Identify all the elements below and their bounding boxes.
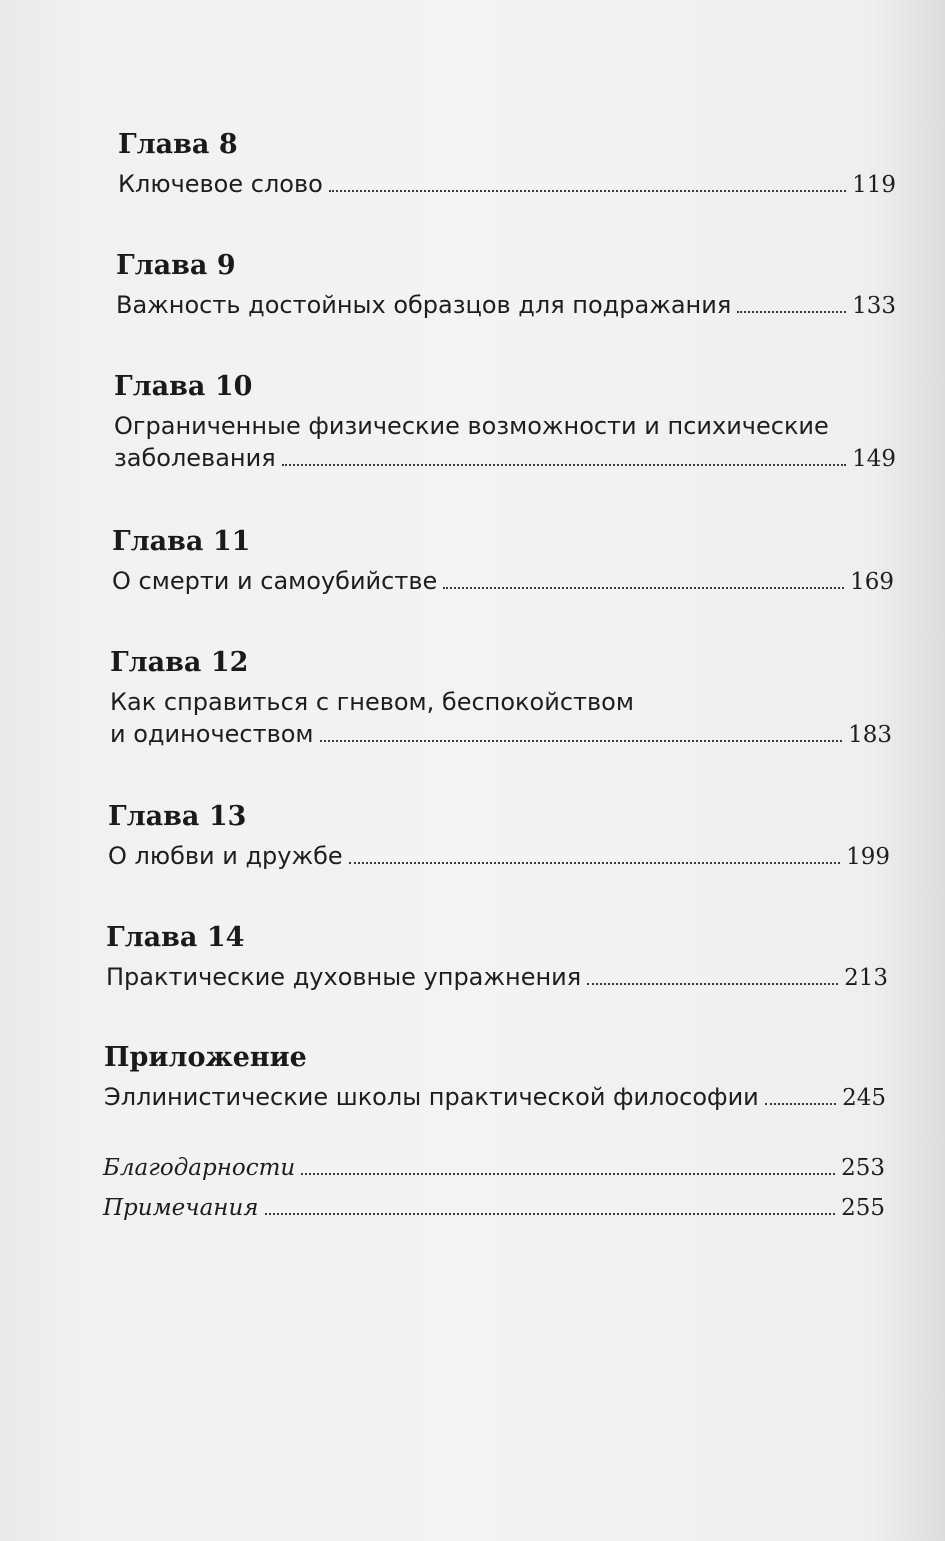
dot-leader xyxy=(443,587,844,589)
entry-title: О смерти и самоубийстве xyxy=(112,567,438,595)
page-number: 253 xyxy=(841,1155,885,1181)
page-number: 183 xyxy=(848,722,892,748)
entry-title: Эллинистические школы практической философии xyxy=(104,1083,759,1111)
chapter-heading: Глава 9 xyxy=(116,250,236,281)
entry-title: Благодарности xyxy=(103,1155,296,1181)
dot-leader xyxy=(587,983,838,985)
entry-title-line-1[interactable]: Как справиться с гневом, беспокойством xyxy=(110,688,634,716)
toc-chapter-8 xyxy=(118,128,896,201)
dot-leader xyxy=(320,740,843,742)
dot-leader xyxy=(737,311,846,313)
toc-entry-notes[interactable] xyxy=(103,1192,885,1224)
page-number: 133 xyxy=(852,293,896,319)
page-number: 149 xyxy=(852,446,896,472)
entry-title: О любви и дружбе xyxy=(108,842,343,870)
page-number: 169 xyxy=(850,569,894,595)
toc-chapter-13 xyxy=(108,800,890,873)
chapter-heading: Глава 12 xyxy=(110,647,249,678)
chapter-heading: Глава 13 xyxy=(108,801,247,832)
dot-leader xyxy=(265,1213,836,1215)
entry-title: Практические духовные упражнения xyxy=(106,963,582,991)
entry-title: и одиночеством xyxy=(110,720,314,748)
dot-leader xyxy=(329,190,846,192)
entry-title: Важность достойных образцов для подражания xyxy=(116,291,732,319)
chapter-heading: Глава 8 xyxy=(118,129,238,160)
toc-chapter-14 xyxy=(106,921,888,994)
toc-chapter-12 xyxy=(110,646,892,751)
toc-entry[interactable] xyxy=(106,961,888,994)
dot-leader xyxy=(349,862,840,864)
entry-title: Ключевое слово xyxy=(118,170,323,198)
toc-entry[interactable] xyxy=(110,718,892,751)
chapter-heading: Приложение xyxy=(104,1042,307,1073)
toc-entry[interactable] xyxy=(104,1081,886,1114)
dot-leader xyxy=(282,464,846,466)
entry-title: заболевания xyxy=(114,444,276,472)
entry-title-line-1[interactable]: Ограниченные физические возможности и психические xyxy=(114,412,829,440)
page-number: 213 xyxy=(844,965,888,991)
toc-entry[interactable] xyxy=(114,442,896,475)
toc-chapter-11 xyxy=(112,525,894,598)
page-number: 119 xyxy=(852,172,896,198)
toc-appendix xyxy=(104,1041,886,1114)
page-number: 255 xyxy=(841,1195,885,1221)
dot-leader xyxy=(765,1103,836,1105)
dot-leader xyxy=(301,1173,835,1175)
toc-chapter-10 xyxy=(114,370,896,475)
chapter-heading: Глава 11 xyxy=(112,526,251,557)
toc-entry[interactable] xyxy=(112,565,894,598)
entry-title: Примечания xyxy=(103,1195,259,1221)
page-number: 245 xyxy=(842,1085,886,1111)
chapter-heading: Глава 14 xyxy=(106,922,245,953)
toc-entry[interactable] xyxy=(116,289,896,322)
toc-entry[interactable] xyxy=(108,840,890,873)
toc-entry-acknowledgements[interactable] xyxy=(103,1152,885,1184)
chapter-heading: Глава 10 xyxy=(114,371,253,402)
toc-chapter-9 xyxy=(116,249,896,322)
toc-back-matter xyxy=(103,1152,885,1224)
toc-entry[interactable] xyxy=(118,168,896,201)
page-number: 199 xyxy=(846,844,890,870)
